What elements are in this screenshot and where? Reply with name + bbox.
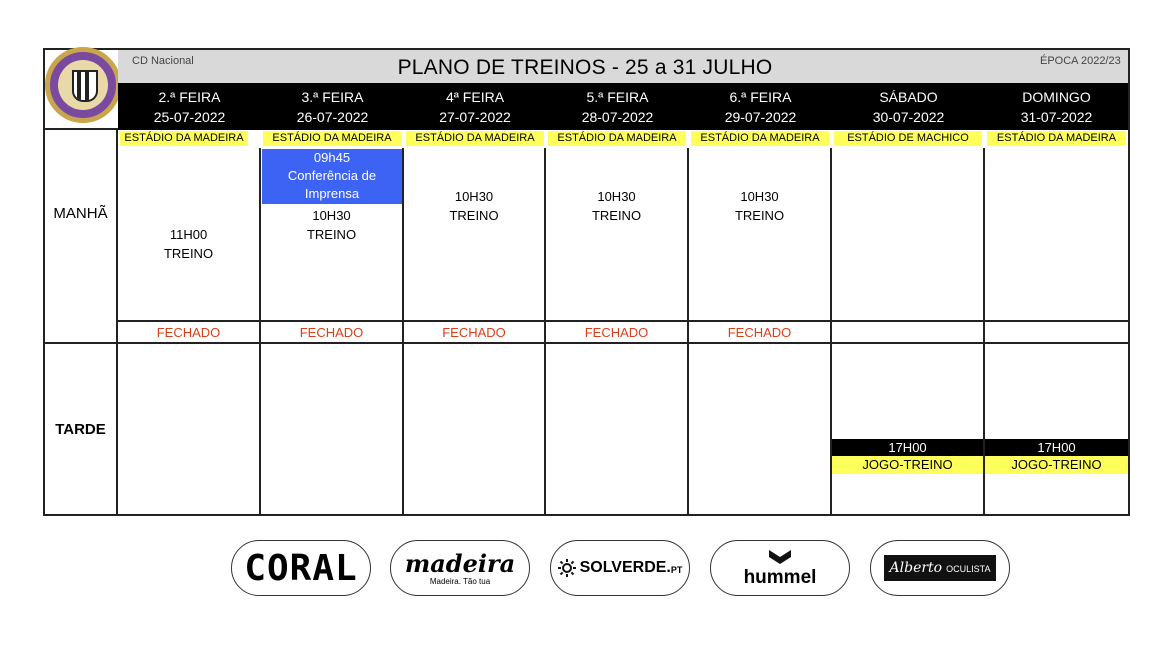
day-name: 3.ª FEIRA xyxy=(301,89,364,105)
solverde-suffix: PT xyxy=(670,565,683,575)
grid-line xyxy=(118,320,1128,322)
hummel-logo: hummel xyxy=(743,567,817,588)
day-date: 29-07-2022 xyxy=(724,109,797,125)
session-activity: TREINO xyxy=(306,227,357,242)
madeira-tagline: Madeira. Tão tua xyxy=(429,576,491,586)
status-badge: FECHADO xyxy=(299,325,364,340)
session-activity: TREINO xyxy=(163,246,214,261)
venue-label: ESTÁDIO DA MADEIRA xyxy=(691,131,829,146)
sponsor-coral[interactable] xyxy=(231,540,371,596)
day-header-sat xyxy=(832,87,985,127)
day-date: 27-07-2022 xyxy=(439,109,511,125)
game-time: 17H00 xyxy=(832,439,983,456)
day-header-fri xyxy=(689,87,832,127)
venue-label: ESTÁDIO DA MADEIRA xyxy=(406,131,544,146)
coral-logo: CORAL xyxy=(244,547,358,589)
day-name: DOMINGO xyxy=(1022,89,1091,105)
venue-label: ESTÁDIO DE MACHICO xyxy=(834,131,982,146)
game-label: JOGO-TREINO xyxy=(985,456,1128,474)
day-name: 4ª FEIRA xyxy=(445,89,505,105)
session-wed xyxy=(404,187,544,225)
session-activity: TREINO xyxy=(591,208,642,223)
status-badge: FECHADO xyxy=(727,325,792,340)
day-name: SÁBADO xyxy=(879,89,938,105)
season-label: ÉPOCA 2022/23 xyxy=(1040,55,1121,67)
session-activity: TREINO xyxy=(734,208,785,223)
status-badge: FECHADO xyxy=(442,325,506,340)
sponsor-solverde[interactable] xyxy=(550,540,690,596)
row-label-afternoon: TARDE xyxy=(55,421,106,438)
club-crest-icon xyxy=(45,47,121,123)
session-activity: TREINO xyxy=(449,208,499,223)
session-time: 10H30 xyxy=(597,189,636,204)
page-title: PLANO DE TREINOS - 25 a 31 JULHO xyxy=(397,56,773,79)
game-label: JOGO-TREINO xyxy=(832,456,983,474)
day-date: 28-07-2022 xyxy=(581,109,654,125)
venue-label: ESTÁDIO DA MADEIRA xyxy=(987,131,1126,146)
session-mon xyxy=(118,225,259,263)
status-badge: FECHADO xyxy=(584,325,649,340)
day-date: 26-07-2022 xyxy=(296,109,369,125)
day-header-mon xyxy=(118,87,261,127)
venue-label: ESTÁDIO DA MADEIRA xyxy=(263,131,401,146)
club-name: CD Nacional xyxy=(132,55,194,67)
sponsor-madeira[interactable] xyxy=(390,540,530,596)
alberto-logo: Alberto xyxy=(889,560,943,576)
game-time: 17H00 xyxy=(985,439,1128,456)
sponsor-alberto-oculista[interactable] xyxy=(870,540,1010,596)
madeira-logo: madeira xyxy=(404,548,516,578)
day-date: 31-07-2022 xyxy=(1020,109,1093,125)
status-badge: FECHADO xyxy=(156,325,221,340)
session-time: 10H30 xyxy=(454,189,494,204)
press-label: Conferência de Imprensa xyxy=(287,168,377,201)
session-tue xyxy=(261,206,402,244)
session-time: 10H30 xyxy=(740,189,779,204)
day-header-wed xyxy=(404,87,546,127)
session-time: 10H30 xyxy=(312,208,351,223)
session-fri xyxy=(689,187,830,225)
session-thu xyxy=(546,187,687,225)
day-date: 30-07-2022 xyxy=(872,109,945,125)
venue-label: ESTÁDIO DA MADEIRA xyxy=(120,131,248,146)
row-label-morning: MANHÃ xyxy=(53,205,108,222)
solverde-sun-icon xyxy=(558,559,576,577)
day-header-tue xyxy=(261,87,404,127)
sponsor-hummel[interactable] xyxy=(710,540,850,596)
grid-line xyxy=(43,128,118,130)
venue-label: ESTÁDIO DA MADEIRA xyxy=(548,131,686,146)
press-time: 09h45 xyxy=(313,150,351,165)
day-name: 6.ª FEIRA xyxy=(729,89,792,105)
session-time: 11H00 xyxy=(169,227,208,242)
day-date: 25-07-2022 xyxy=(153,109,226,125)
alberto-suffix: OCULISTA xyxy=(946,564,991,574)
solverde-logo: SOLVERDE. xyxy=(579,559,671,576)
day-name: 5.ª FEIRA xyxy=(586,89,649,105)
press-conference-block xyxy=(262,149,402,204)
day-header-thu xyxy=(546,87,689,127)
day-header-sun xyxy=(985,87,1128,127)
alberto-logo-box xyxy=(884,555,997,581)
hummel-bee-icon xyxy=(767,548,793,568)
day-name: 2.ª FEIRA xyxy=(158,89,221,105)
